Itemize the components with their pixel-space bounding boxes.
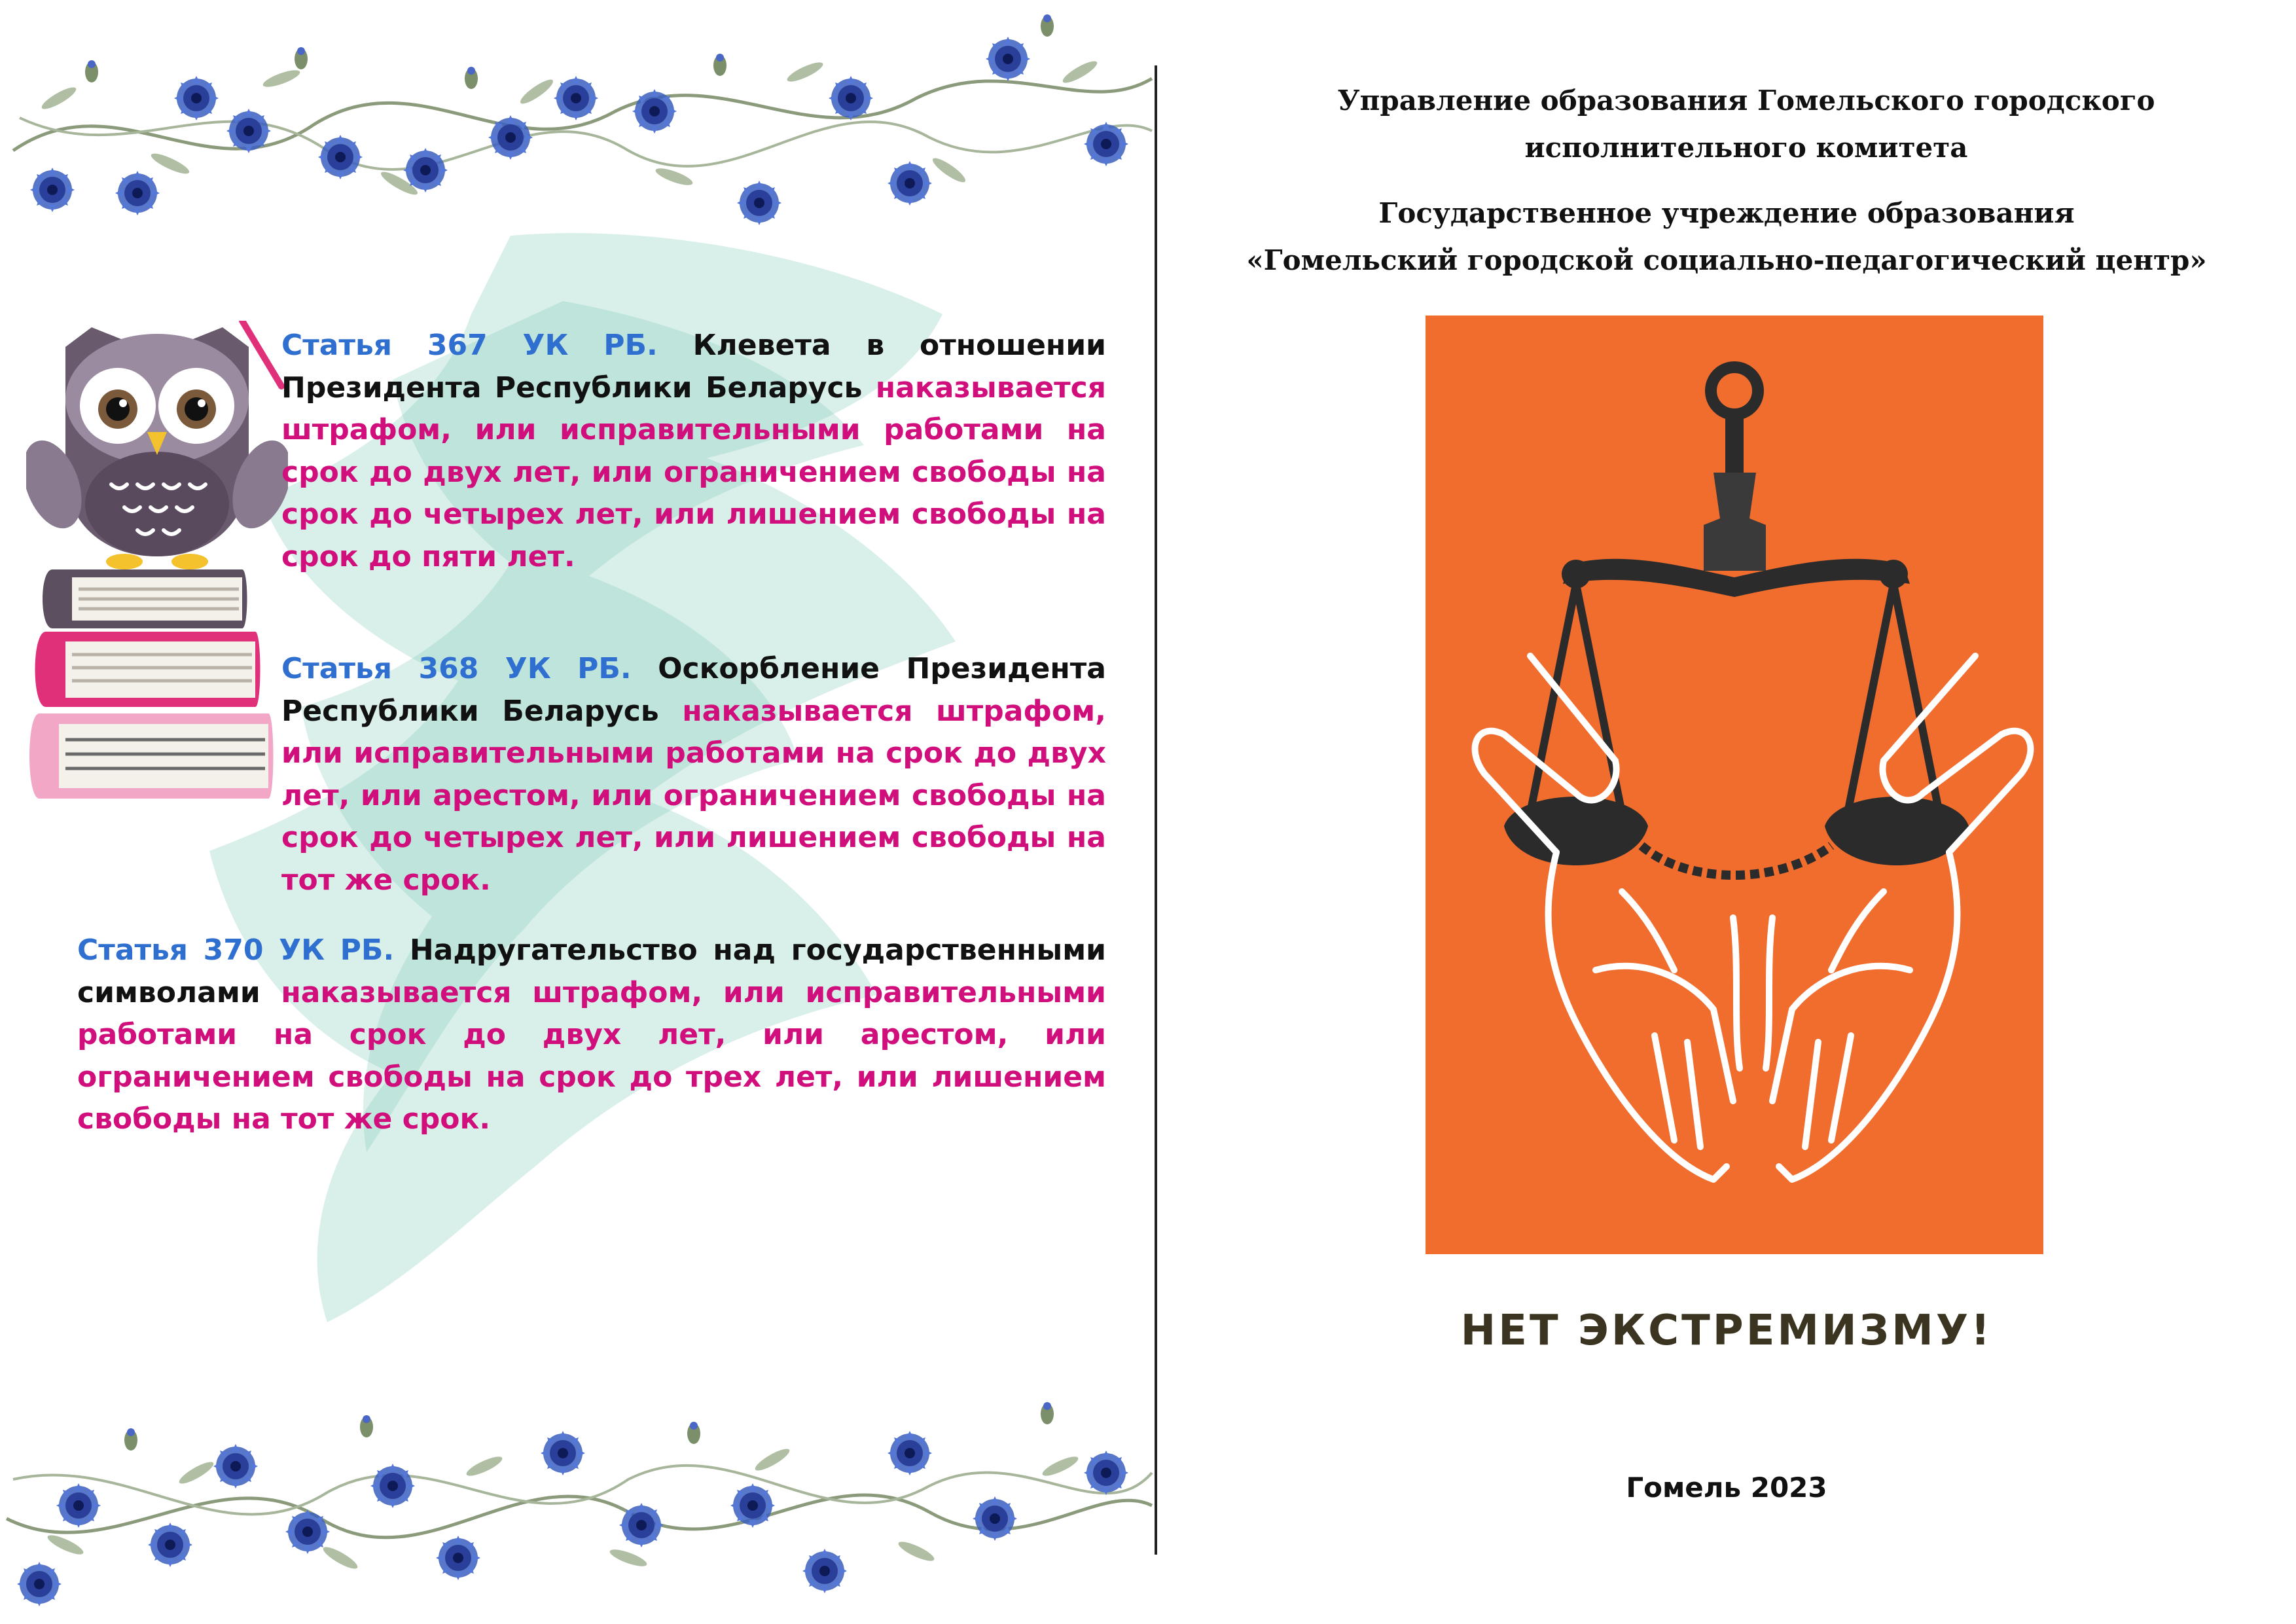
article-penalty: наказывается штрафом, или исправительными работами на срок до двух лет, или ограничением свободы на срок до четырех лет, или лишением свободы на срок до пяти лет. [281, 370, 1106, 573]
article-title: Оскорбление Президента Республики Беларусь [281, 652, 1106, 728]
article-penalty: наказывается штрафом, или исправительными работами на срок до двух лет, или арестом, или ограничением свободы на срок до трех лет, или лишением свободы на тот же срок. [77, 975, 1106, 1136]
article-title: Надругательство над государственными символами [77, 933, 1107, 1009]
article-number: Статья 368 УК РБ. [281, 652, 632, 685]
poster-image [1426, 316, 2043, 1254]
article-370 [77, 929, 1106, 1141]
institution-line-2: «Гомельский городской социально-педагогический центр» [1246, 244, 2207, 276]
article-number: Статья 370 УК РБ. [77, 933, 395, 967]
right-page [1157, 0, 2296, 1624]
owl-icon [26, 321, 288, 569]
cornflower-garland-icon [0, 1375, 1157, 1623]
city-year: Гомель 2023 [1626, 1471, 1827, 1504]
article-title: Клевета в отношении Президента Республики Беларусь [281, 329, 1106, 405]
scales-and-hands-icon [1426, 316, 2043, 1254]
slogan-title: НЕТ ЭКСТРЕМИЗМУ! [1460, 1307, 1993, 1355]
article-penalty: наказывается штрафом, или исправительными работами на срок до двух лет, или арестом, или ограничением свободы на срок до четырех лет, или лишением свободы на тот же срок. [281, 694, 1106, 897]
article-367 [281, 325, 1106, 578]
owl-on-books-icon [26, 321, 288, 857]
institution-line-1: Государственное учреждение образования [1378, 197, 2075, 229]
cornflower-garland-icon [0, 0, 1157, 249]
institution-title [1157, 190, 2296, 284]
article-368 [281, 648, 1106, 901]
books-icon [29, 569, 274, 799]
article-number: Статья 367 УК РБ. [281, 329, 658, 362]
department-title: Управление образования Гомельского городского исполнительного комитета [1337, 84, 2155, 164]
